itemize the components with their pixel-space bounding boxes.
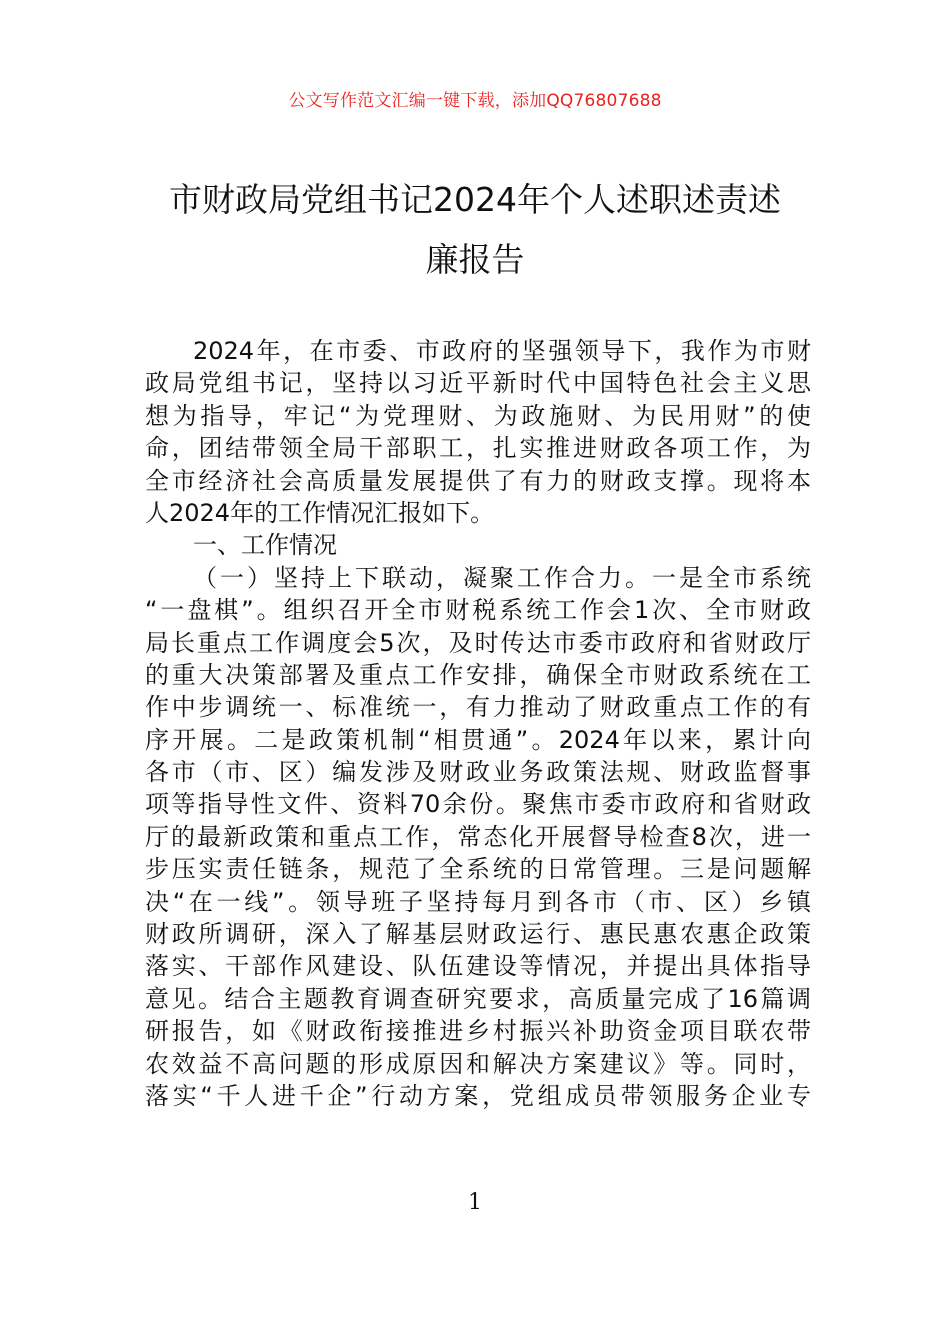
body-line: 财政所调研，深入了解基层财政运行、惠民惠农惠企政策 [145, 920, 811, 949]
body-line: 政局党组书记，坚持以习近平新时代中国特色社会主义思 [145, 369, 811, 398]
body-line: 想为指导，牢记“为党理财、为政施财、为民用财”的使 [145, 401, 811, 430]
body-line: 步压实责任链条，规范了全系统的日常管理。三是问题解 [145, 855, 811, 884]
title-line-2: 廉报告 [425, 240, 525, 279]
body-line: 各市（市、区）编发涉及财政业务政策法规、财政监督事 [145, 758, 811, 787]
body-line: 厅的最新政策和重点工作，常态化开展督导检查8次，进一 [145, 822, 811, 851]
body-line: 研报告，如《财政衔接推进乡村振兴补助资金项目联农带 [145, 1017, 811, 1046]
body-line: （一）坚持上下联动，凝聚工作合力。一是全市系统 [193, 563, 811, 592]
body-line: 作中步调统一、标准统一，有力推动了财政重点工作的有 [145, 693, 811, 722]
body-line: 人2024年的工作情况汇报如下。 [145, 498, 495, 527]
body-line: 命，团结带领全局干部职工，扎实推进财政各项工作，为 [145, 434, 811, 463]
body-line: 决“在一线”。领导班子坚持每月到各市（市、区）乡镇 [145, 887, 811, 916]
body-line: 全市经济社会高质量发展提供了有力的财政支撑。现将本 [145, 466, 811, 495]
body-line: 落实、干部作风建设、队伍建设等情况，并提出具体指导 [145, 952, 811, 981]
body-line: 项等指导性文件、资料70余份。聚焦市委市政府和省财政 [145, 790, 811, 819]
body-line: 序开展。二是政策机制“相贯通”。2024年以来，累计向 [145, 725, 811, 754]
title-line-1: 市财政局党组书记2024年个人述职述责述 [169, 180, 781, 219]
body-line: 农效益不高问题的形成原因和解决方案建议》等。同时， [145, 1049, 811, 1078]
download-promo-note: 公文写作范文汇编一键下载，添加QQ76807688 [288, 91, 662, 111]
body-line: 2024年，在市委、市政府的坚强领导下，我作为市财 [193, 337, 811, 365]
section-heading: 一、工作情况 [193, 531, 337, 560]
body-line: “一盘棋”。组织召开全市财税系统工作会1次、全市财政 [145, 596, 811, 625]
document-body [145, 335, 811, 1112]
body-line: 的重大决策部署及重点工作安排，确保全市财政系统在工 [145, 660, 811, 689]
body-line: 局长重点工作调度会5次，及时传达市委市政府和省财政厅 [145, 628, 811, 657]
page-number: 1 [468, 1190, 482, 1215]
body-line: 意见。结合主题教育调查研究要求，高质量完成了16篇调 [145, 984, 811, 1013]
document-title [130, 170, 820, 290]
body-line: 落实“千人进千企”行动方案，党组成员带领服务企业专 [145, 1081, 811, 1110]
